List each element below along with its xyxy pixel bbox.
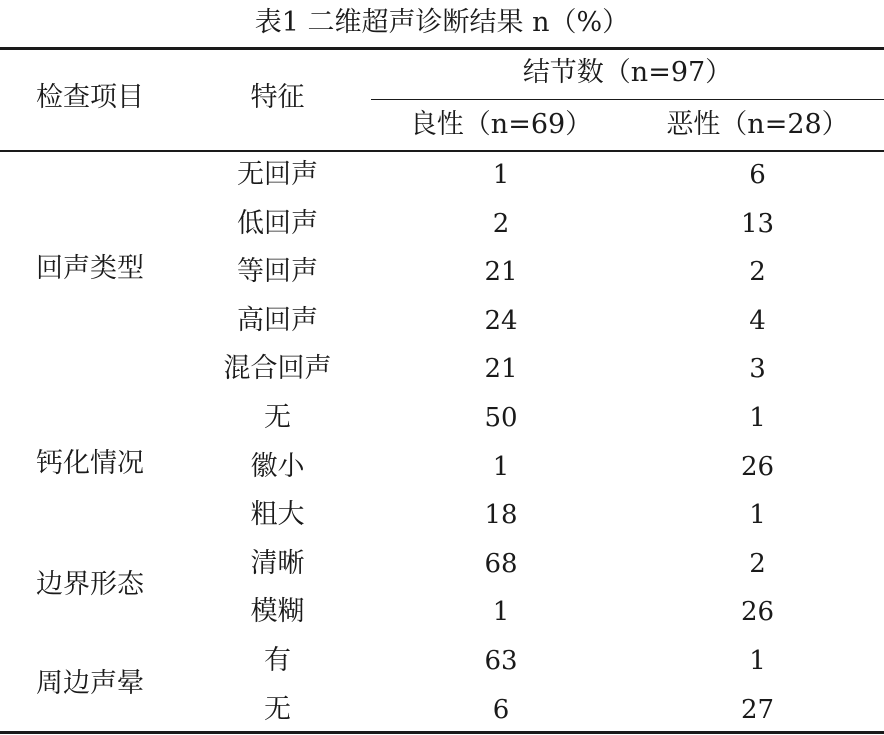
malignant-cell: 1 [749, 646, 766, 676]
category-halo: 周边声晕 [36, 668, 144, 699]
benign-cell: 24 [484, 305, 518, 336]
benign-cell: 63 [484, 646, 518, 676]
feature-cell: 清晰 [250, 547, 305, 579]
malignant-cell: 4 [749, 305, 766, 336]
feature-cell: 无回声 [237, 159, 318, 190]
table-row [0, 297, 884, 346]
feature-cell: 低回声 [237, 207, 318, 239]
table-row [0, 345, 884, 394]
table-row [0, 540, 884, 589]
malignant-cell: 13 [740, 208, 775, 239]
benign-cell: 21 [484, 354, 518, 385]
category-margin: 边界形态 [36, 569, 144, 600]
header-nodule-count: 结节数（n=97） [522, 57, 733, 88]
malignant-cell: 26 [740, 451, 775, 482]
feature-cell: 粗大 [250, 499, 305, 531]
malignant-cell: 1 [749, 403, 766, 433]
malignant-cell: 27 [740, 694, 775, 725]
header-malignant: 恶性（n=28） [666, 109, 849, 140]
header-feature: 特征 [250, 82, 305, 113]
table-row [0, 443, 884, 492]
benign-cell: 6 [492, 694, 510, 725]
feature-cell: 徽小 [250, 450, 305, 482]
header-item: 检查项目 [36, 82, 144, 113]
category-calcification: 钙化情况 [36, 448, 144, 479]
feature-cell: 有 [264, 645, 291, 676]
table-row [0, 686, 884, 735]
malignant-cell: 1 [749, 500, 766, 531]
benign-cell: 1 [492, 597, 510, 628]
malignant-cell: 3 [749, 354, 766, 385]
table-row [0, 151, 884, 200]
table-row [0, 394, 884, 443]
benign-cell: 50 [484, 403, 518, 433]
bottom-rule [0, 731, 884, 734]
category-echo-type: 回声类型 [36, 253, 144, 284]
malignant-cell: 2 [749, 257, 766, 288]
benign-cell: 21 [484, 257, 518, 288]
table-row [0, 637, 884, 686]
feature-cell: 高回声 [237, 304, 318, 336]
header-benign: 良性（n=69） [409, 109, 593, 140]
feature-cell: 无 [264, 402, 291, 433]
malignant-cell: 26 [740, 597, 775, 628]
table-row [0, 248, 884, 297]
table-caption: 表1 二维超声诊断结果 n（%） [254, 7, 630, 38]
malignant-cell: 6 [749, 160, 766, 190]
malignant-cell: 2 [749, 548, 766, 579]
benign-cell: 1 [492, 451, 510, 482]
benign-cell: 1 [492, 160, 510, 190]
benign-cell: 2 [492, 208, 510, 239]
table-row [0, 491, 884, 540]
table-row [0, 588, 884, 637]
benign-cell: 68 [484, 548, 518, 579]
feature-cell: 模糊 [250, 596, 305, 628]
feature-cell: 等回声 [237, 256, 318, 288]
benign-cell: 18 [484, 500, 518, 531]
feature-cell: 无 [264, 693, 291, 725]
feature-cell: 混合回声 [223, 353, 332, 385]
table-row [0, 200, 884, 249]
